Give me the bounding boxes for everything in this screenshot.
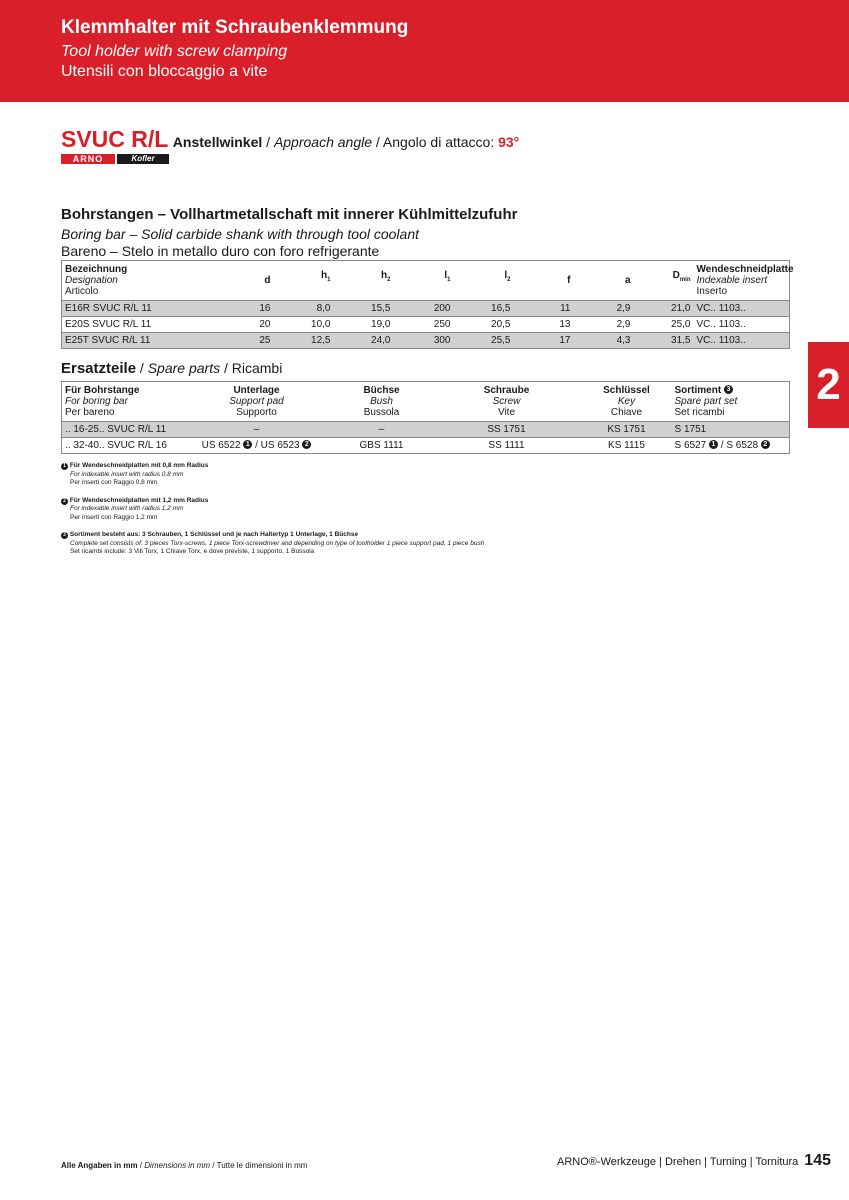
product-heading — [61, 126, 519, 153]
hdr-l2: $l_2$ — [504, 270, 511, 283]
boring-bar-table — [61, 260, 794, 349]
page-number: 145 — [804, 1152, 831, 1169]
footnote-3: 3 Sortiment besteht aus: 3 Schrauben, 1 Schlüssel und je nach Haltertyp 1 Unterlage, 1 Büchse Complete set consists of: 3 pieces Torx-screws, 1 piece Torx-screwdriver and depending on type of toolholder 1 piece support pad, 1 piece bush Set ricambi include: 3 Viti Torx, 1 Chiave Torx, e dove previste, 1 supporto, 1 Bussola — [61, 531, 484, 557]
hdr-l1: $l_1$ — [444, 270, 451, 283]
table-row: .. 16-25.. SVUC R/L 11 – – SS 1751 KS 1751 S 1751 — [62, 422, 790, 438]
hdr-designation-en: Designation — [65, 275, 118, 286]
table-row: E16R SVUC R/L 11 16 8,0 15,5 200 16,5 11 2,9 21,0 VC.. 1103.. — [62, 301, 790, 317]
angle-label-it: Angolo di attacco: — [382, 134, 495, 150]
hdr-insert-en: Indexable insert — [696, 275, 768, 286]
hdr-a: a — [624, 275, 631, 286]
hdr-h1: $h_1$ — [321, 270, 331, 283]
header-title-de: Klemmhalter mit Schraubenklemmung — [61, 17, 409, 38]
table-header: Für Bohrstange For boring bar Per bareno Unterlage Support pad Supporto Büchse Bush Bussola Schraube Screw Vite Schlüssel Key Chiave Sortiment 3 Spare part set Set ricambi — [62, 382, 790, 422]
hdr-f: f — [567, 275, 571, 286]
hdr-insert-it: Inserto — [696, 286, 728, 297]
footnote-1: 1 Für Wendeschneidplatten mit 0,8 mm Radius For indexable insert with radius 0,8 mm Per inserti con Raggio 0,8 mm — [61, 462, 484, 488]
angle-label-de: Anstellwinkel — [172, 134, 263, 150]
section1-sub-en: Boring bar – Solid carbide shank with through tool coolant — [61, 226, 419, 242]
section1-sub-it: Bareno – Stelo in metallo duro con foro refrigerante — [61, 243, 380, 259]
header-title-it: Utensili con bloccaggio a vite — [61, 63, 268, 80]
footnote-2-icon: 2 — [302, 440, 311, 449]
footnote-1-icon: 1 — [61, 463, 68, 470]
hdr-d: d — [264, 275, 271, 286]
hdr-designation-de: Bezeichnung — [65, 264, 128, 275]
spare-parts-table — [61, 381, 790, 454]
table-row: .. 32-40.. SVUC R/L 16 US 6522 1 / US 6523 2 GBS 1111 SS 1111 KS 1115 S 6527 1 / S 6528 2 — [62, 438, 790, 454]
header-title-en: Tool holder with screw clamping — [61, 43, 288, 60]
footer-breadcrumb: ARNO®-Werkzeuge | Drehen | Turning | Tornitura — [557, 1156, 799, 1168]
section1-title: Bohrstangen – Vollhartmetallschaft mit innerer Kühlmittelzufuhr — [61, 206, 518, 223]
footnote-3-icon: 3 — [724, 385, 733, 394]
footnote-2-icon: 2 — [61, 498, 68, 505]
footnote-1-icon: 1 — [709, 440, 718, 449]
approach-angle: Anstellwinkel / Approach angle / Angolo di attacco: 93° — [172, 134, 520, 150]
footnote-3-icon: 3 — [61, 532, 68, 539]
footnotes — [61, 462, 484, 566]
footnote-2: 2 Für Wendeschneidplatten mit 1,2 mm Radius For indexable insert with radius 1,2 mm Per inserti con Raggio 1,2 mm — [61, 497, 484, 523]
footnote-2-icon: 2 — [761, 440, 770, 449]
table-header — [62, 261, 790, 301]
chapter-tab: 2 — [808, 342, 849, 428]
hdr-dmin: $D_{min}$ — [672, 270, 691, 283]
footnote-1-icon: 1 — [243, 440, 252, 449]
hdr-designation-it: Articolo — [65, 286, 99, 297]
footer-units: Alle Angaben in mm / Dimensions in mm / Tutte le dimensioni in mm — [61, 1161, 308, 1170]
section2-title: Ersatzteile / Spare parts / Ricambi — [61, 360, 283, 377]
kofler-logo: Kofler — [117, 154, 169, 164]
hdr-insert-de: Wendeschneidplatte — [696, 264, 794, 275]
page-header — [0, 0, 849, 102]
table-row: E20S SVUC R/L 11 20 10,0 19,0 250 20,5 13 2,9 25,0 VC.. 1103.. — [62, 317, 790, 333]
hdr-h2: $h_2$ — [381, 270, 391, 283]
footer-right — [557, 1152, 831, 1170]
product-code: SVUC R/L — [61, 126, 169, 152]
table-row: E25T SVUC R/L 11 25 12,5 24,0 300 25,5 17 4,3 31,5 VC.. 1103.. — [62, 333, 790, 349]
angle-value: 93° — [498, 134, 520, 150]
angle-label-en: Approach angle — [273, 134, 373, 150]
arno-logo: ARNO — [61, 154, 115, 164]
brand-logos — [61, 154, 169, 164]
